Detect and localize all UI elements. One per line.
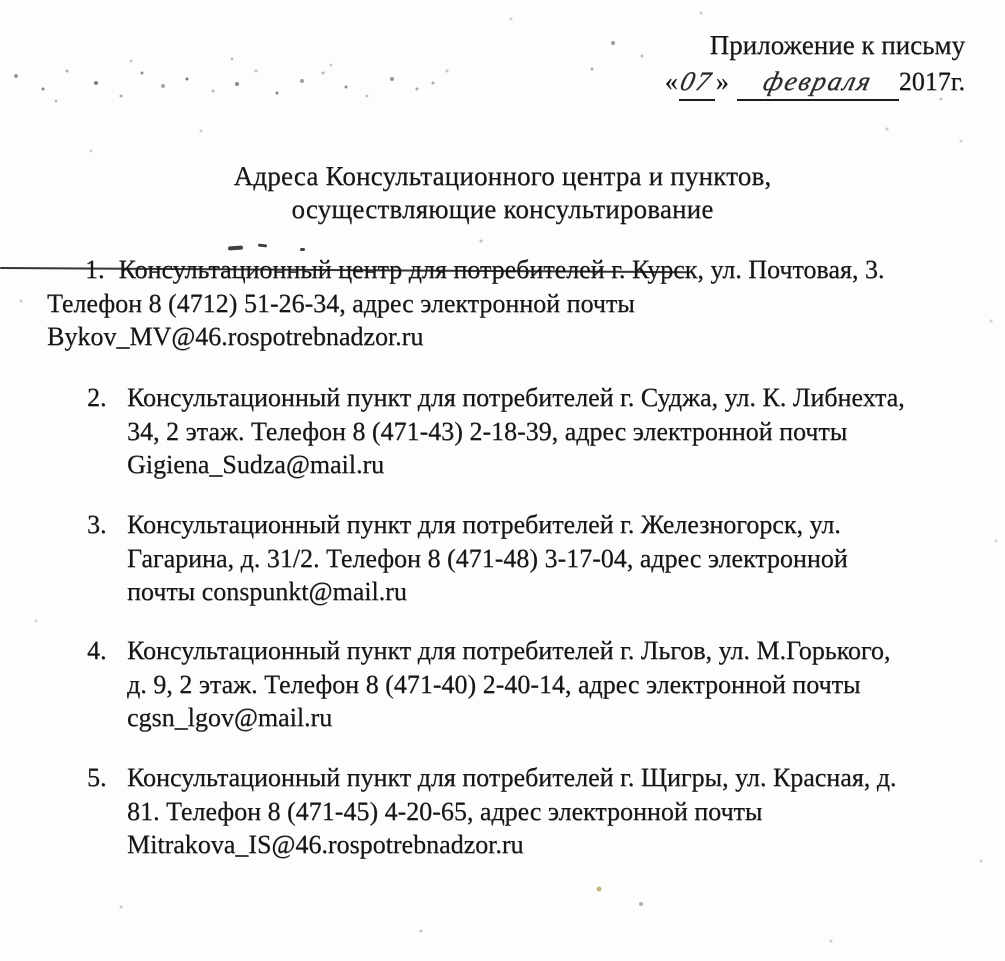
pen-mark — [300, 248, 305, 251]
item-email: Gigiena_Sudza@mail.ru — [127, 450, 385, 479]
item-line: Консультационный пункт для потребителей г. Льгов, ул. М.Горького, — [127, 636, 891, 665]
handwritten-month: февраля — [737, 64, 899, 101]
item-line: 34, 2 этаж. Телефон 8 (471-43) 2-18-39, адрес электронной почты — [127, 416, 848, 446]
title-line-2: осуществляющие консультирование — [291, 194, 714, 224]
item-email: Bykov_MV@46.rospotrebnadzor.ru — [47, 322, 424, 351]
pen-mark — [228, 245, 243, 250]
item-number: 1. — [85, 255, 105, 284]
pen-mark — [258, 244, 267, 248]
item-line — [47, 253, 884, 287]
letter-appendix-header — [665, 28, 965, 101]
item-line: Консультационный пункт для потребителей г. Железногорск, ул. — [127, 510, 841, 539]
date-line — [665, 64, 965, 101]
close-quote: » — [715, 67, 729, 96]
scan-noise-speckles — [0, 0, 2, 2]
list-item-4 — [47, 634, 890, 735]
item-email: почты conspunkt@mail.ru — [127, 577, 407, 606]
appendix-label: Приложение к письму — [709, 30, 965, 60]
list-item-3 — [47, 508, 848, 609]
item-line: Консультационный пункт для потребителей г. Щигры, ул. Красная, д. — [127, 763, 897, 792]
handwritten-day: 07 — [679, 64, 715, 101]
list-item-5 — [47, 761, 896, 862]
item-email: Mitrakova_IS@46.rospotrebnadzor.ru — [127, 830, 524, 859]
item-line: 81. Телефон 8 (471-45) 4-20-65, адрес электронной почты — [127, 796, 763, 826]
open-quote: « — [664, 67, 678, 96]
list-item-1 — [47, 253, 884, 354]
item-line: Телефон 8 (4712) 51-26-34, адрес электронной почты — [47, 288, 635, 318]
item-number: 4. — [87, 636, 107, 665]
item-line: Консультационный пункт для потребителей г. Суджа, ул. К. Либнехта, — [127, 383, 905, 412]
item-line: Гагарина, д. 31/2. Телефон 8 (471-48) 3-17-04, адрес электронной — [127, 543, 848, 573]
list-item-2 — [47, 381, 905, 482]
title-line-1: Адреса Консультационного центра и пунктов, — [233, 161, 772, 191]
item-email: cgsn_lgov@mail.ru — [127, 703, 333, 732]
item-text: Консультационный центр для потребителей г. Курск, ул. Почтовая, 3. — [118, 255, 885, 284]
item-number: 3. — [87, 510, 107, 539]
document-title — [0, 160, 1005, 226]
item-number: 2. — [87, 383, 107, 412]
year-text: 2017г. — [898, 67, 965, 96]
item-line: д. 9, 2 этаж. Телефон 8 (471-40) 2-40-14, адрес электронной почты — [127, 669, 861, 699]
item-number: 5. — [87, 763, 107, 792]
